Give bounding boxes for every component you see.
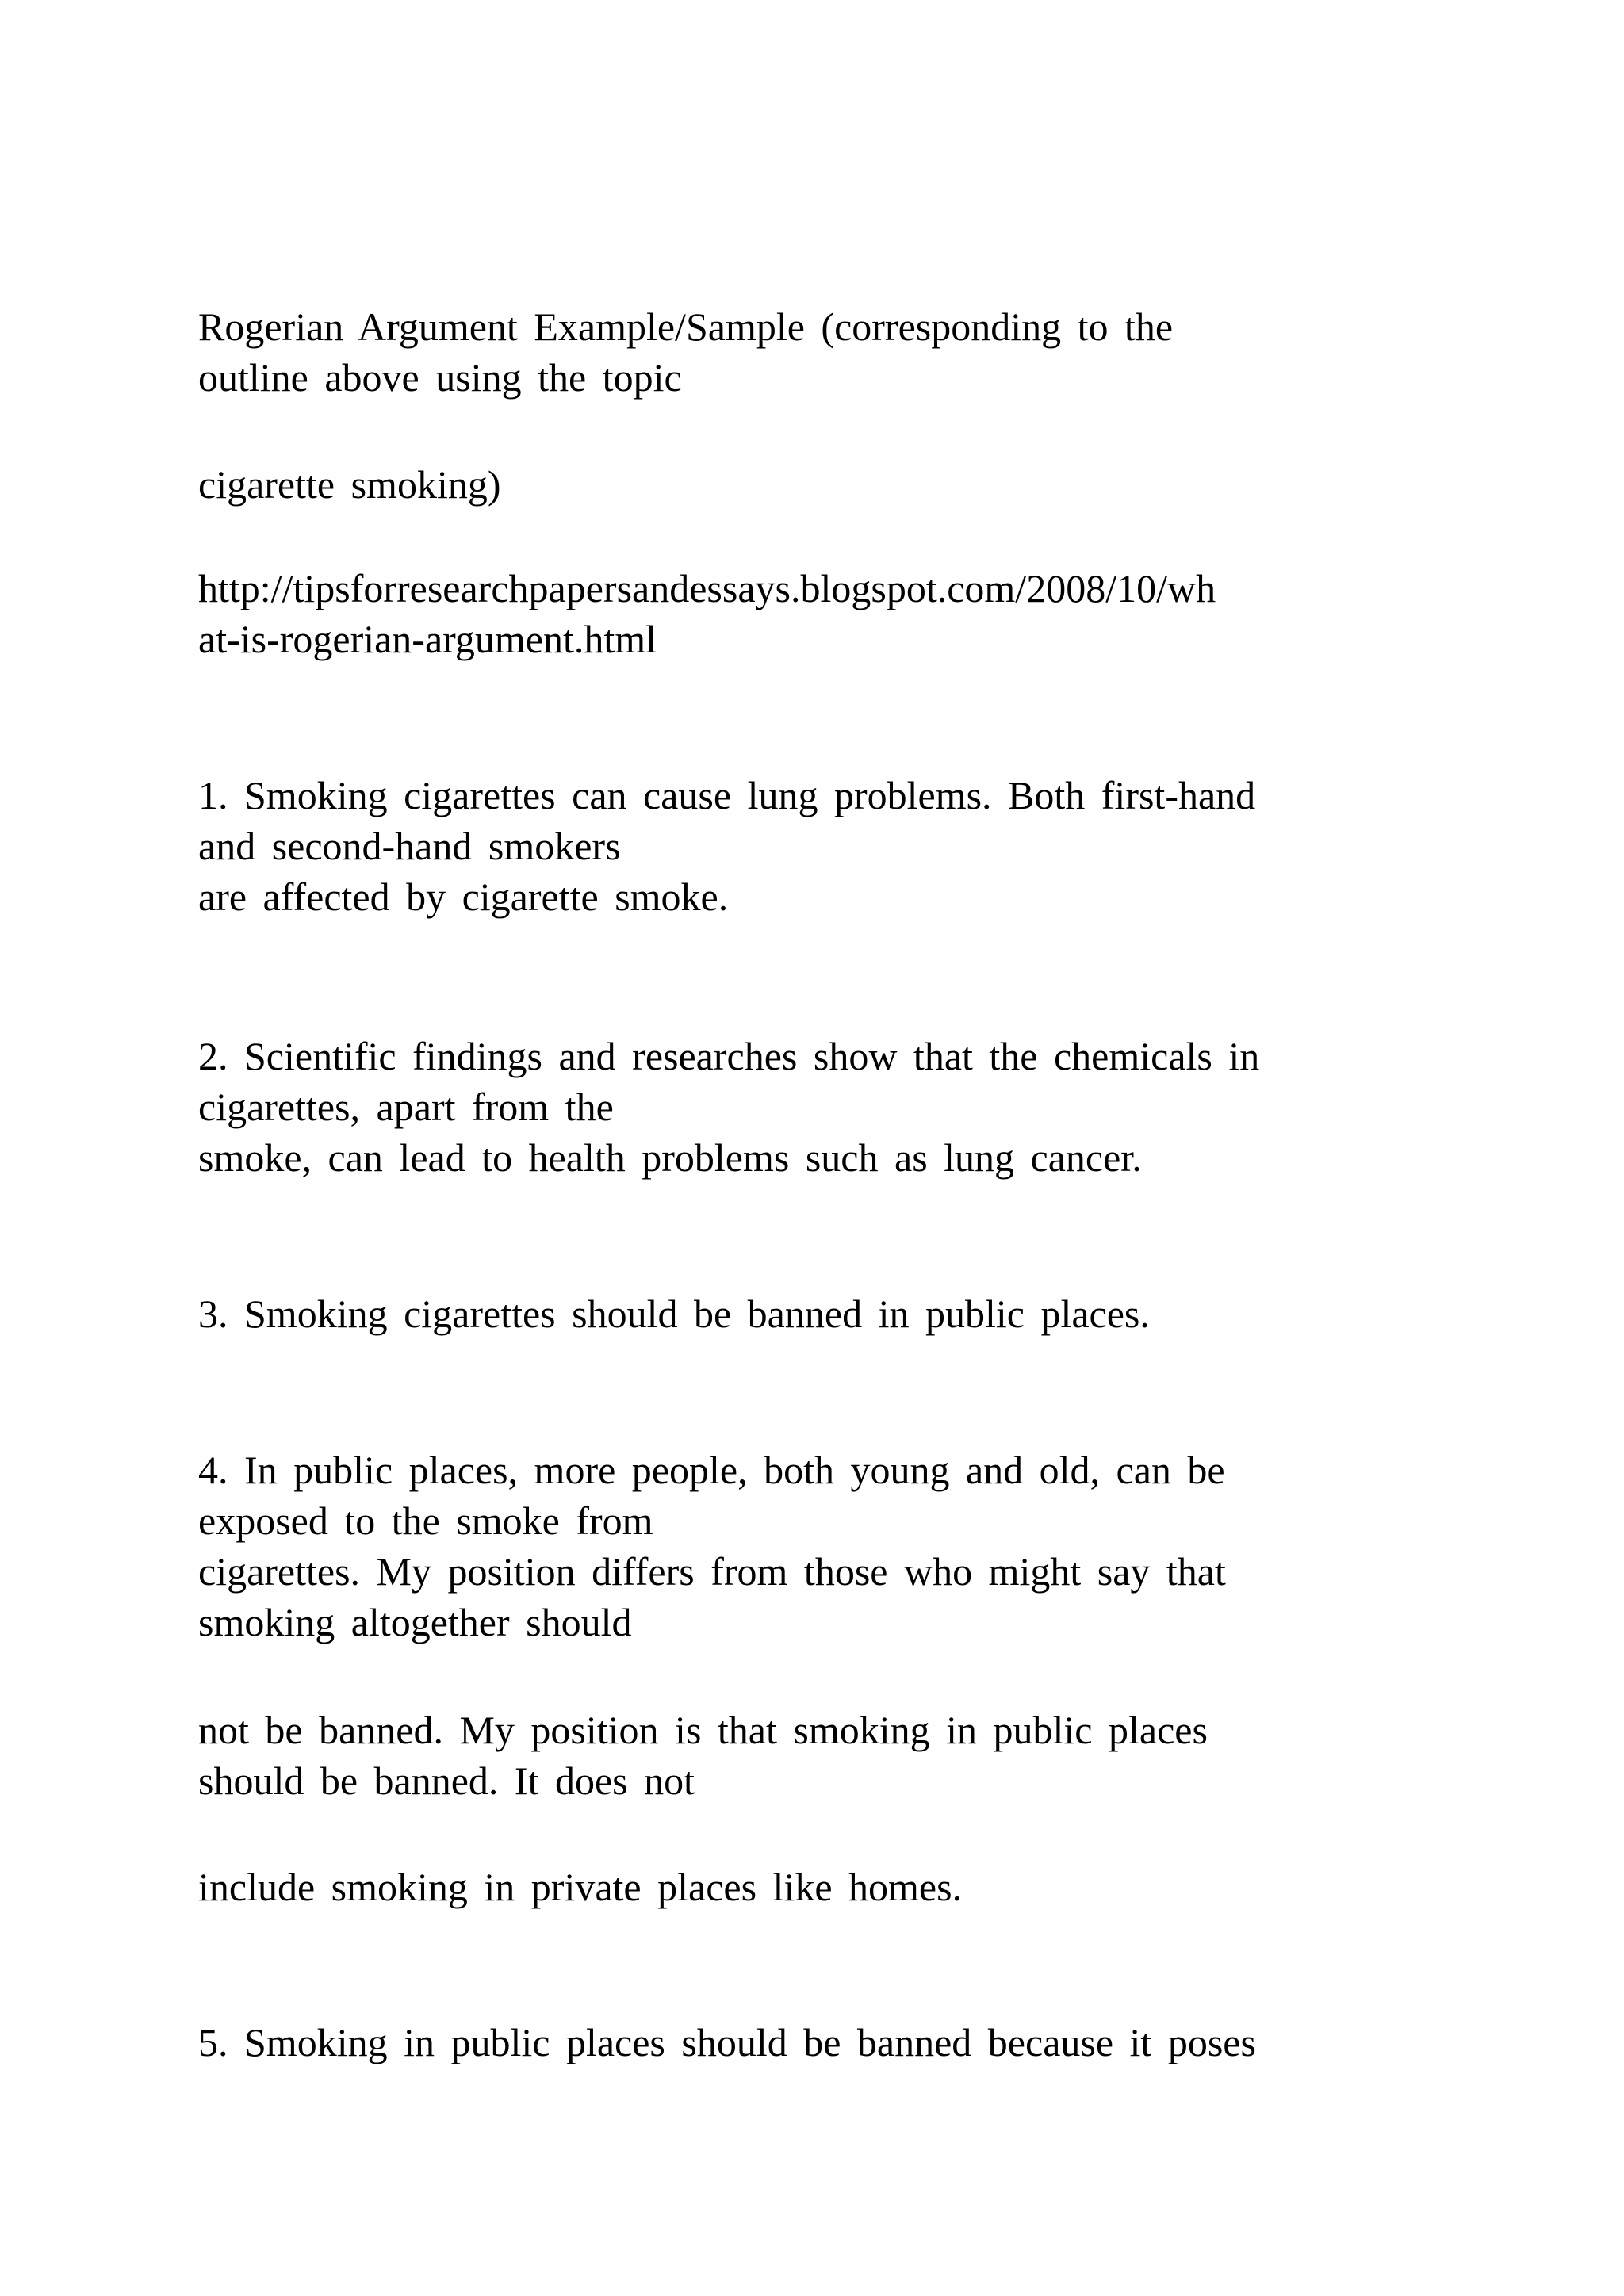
point-1-line-2: and second-hand smokers xyxy=(198,824,621,868)
point-4-line-1: 4. In public places, more people, both young and old, can be xyxy=(198,1448,1225,1492)
point-2-line-3: smoke, can lead to health problems such as lung cancer. xyxy=(198,1135,1142,1180)
point-5-line-1: 5. Smoking in public places should be banned because it poses xyxy=(198,2020,1256,2064)
point-2-line-1: 2. Scientific findings and researches show that the chemicals in xyxy=(198,1034,1260,1078)
topic-line: cigarette smoking) xyxy=(198,462,501,507)
source-url-line-1: http://tipsforresearchpapersandessays.blogspot.com/2008/10/wh xyxy=(198,566,1216,610)
source-url-line-2: at-is-rogerian-argument.html xyxy=(198,617,657,661)
title-line-2: outline above using the topic xyxy=(198,355,682,400)
point-4-line-4: smoking altogether should xyxy=(198,1600,632,1644)
title-line-1: Rogerian Argument Example/Sample (corresponding to the xyxy=(198,304,1174,349)
point-2-line-2: cigarettes, apart from the xyxy=(198,1085,614,1129)
point-1-line-3: are affected by cigarette smoke. xyxy=(198,874,729,919)
point-4-line-5: not be banned. My position is that smoking in public places xyxy=(198,1708,1208,1752)
point-4-line-3: cigarettes. My position differs from those who might say that xyxy=(198,1549,1226,1594)
point-4-line-2: exposed to the smoke from xyxy=(198,1498,653,1543)
point-3-line-1: 3. Smoking cigarettes should be banned in public places. xyxy=(198,1292,1150,1336)
point-4-line-7: include smoking in private places like homes. xyxy=(198,1865,963,1909)
point-1-line-1: 1. Smoking cigarettes can cause lung problems. Both first-hand xyxy=(198,773,1256,817)
point-4-line-6: should be banned. It does not xyxy=(198,1758,695,1803)
